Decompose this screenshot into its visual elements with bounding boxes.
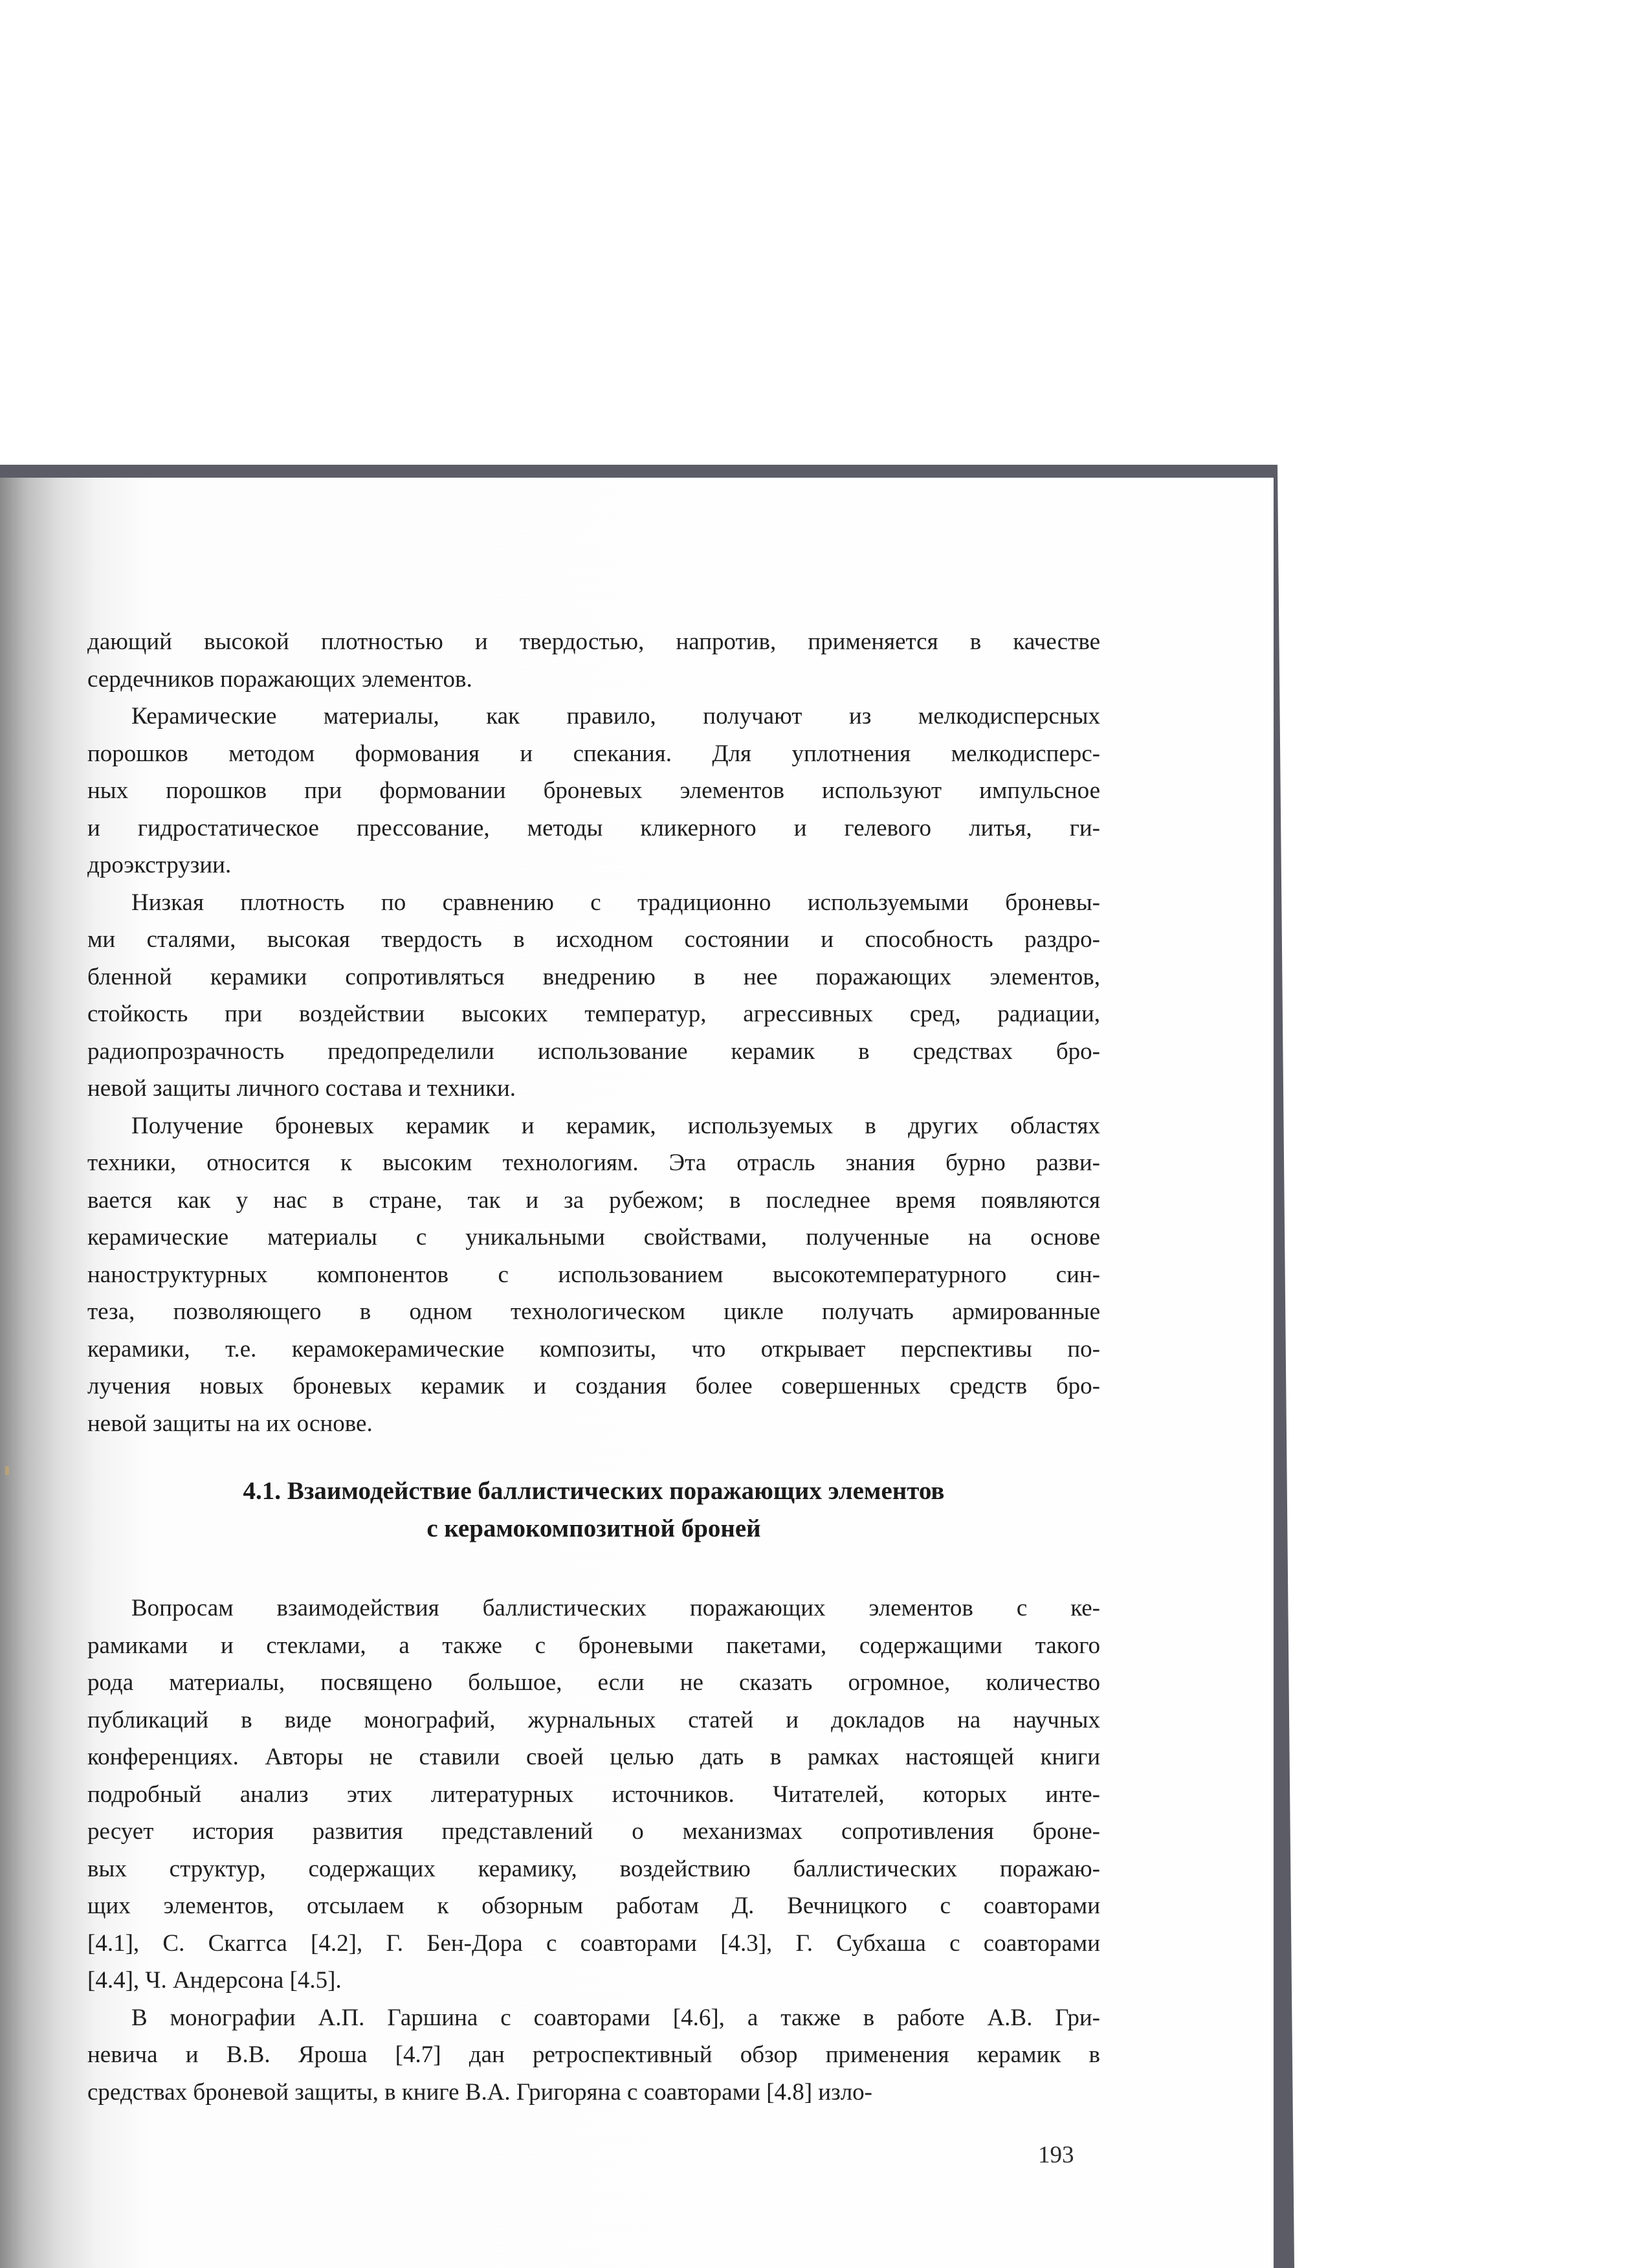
text-line: радиопрозрачность предопределили использование керамик в средствах бро- bbox=[87, 1038, 1100, 1065]
text-line: невой защиты на их основе. bbox=[87, 1410, 373, 1437]
text-line: вается как у нас в стране, так и за рубежом; в последнее время появляются bbox=[87, 1186, 1100, 1214]
text-line: конференциях. Авторы не ставили своей целью дать в рамках настоящей книги bbox=[87, 1744, 1100, 1770]
text-line: публикаций в виде монографий, журнальных статей и докладов на научных bbox=[87, 1706, 1100, 1733]
body-text-top bbox=[87, 623, 1100, 1442]
text-line: керамики, т.е. керамокерамические композиты, что открывает перспективы по- bbox=[87, 1335, 1100, 1362]
text-line: щих элементов, отсылаем к обзорным работам Д. Вечницкого с соавторами bbox=[87, 1893, 1100, 1919]
scan-artifact bbox=[5, 1466, 9, 1475]
text-line: невой защиты личного состава и техники. bbox=[87, 1075, 516, 1102]
text-line: наноструктурных компонентов с использованием высокотемпературного син- bbox=[87, 1261, 1100, 1288]
text-line: вых структур, содержащих керамику, воздействию баллистических поражаю- bbox=[87, 1855, 1100, 1882]
text-line: дроэкструзии. bbox=[87, 852, 232, 878]
text-line: Вопросам взаимодействия баллистических поражающих элементов с ке- bbox=[131, 1595, 1100, 1621]
text-line: В монографии А.П. Гаршина с соавторами [4.6], а также в работе А.В. Гри- bbox=[131, 2004, 1100, 2031]
text-line: керамические материалы с уникальными свойствами, полученные на основе bbox=[87, 1224, 1100, 1251]
text-line: подробный анализ этих литературных источников. Читателей, которых инте- bbox=[87, 1781, 1100, 1808]
text-line: бленной керамики сопротивляться внедрению в нее поражающих элементов, bbox=[87, 963, 1100, 990]
text-line: ресует история развития представлений о механизмах сопротивления броне- bbox=[87, 1818, 1100, 1845]
section-heading bbox=[87, 1473, 1100, 1548]
section-heading-line-2: с керамокомпозитной броней bbox=[426, 1515, 761, 1542]
book-page bbox=[0, 478, 1274, 2268]
text-line: Получение броневых керамик и керамик, используемых в других областях bbox=[131, 1112, 1100, 1139]
text-line: рода материалы, посвящено большое, если не сказать огромное, количество bbox=[87, 1669, 1100, 1696]
text-line: сердечников поражающих элементов. bbox=[87, 665, 472, 693]
text-line: и гидростатическое прессование, методы кликерного и гелевого литья, ги- bbox=[87, 814, 1100, 841]
text-line: невича и В.В. Яроша [4.7] дан ретроспективный обзор применения керамик в bbox=[87, 2041, 1100, 2068]
text-line: дающий высокой плотностью и твердостью, напротив, применяется в качестве bbox=[87, 628, 1100, 655]
text-line: ми сталями, высокая твердость в исходном состоянии и способность раздро- bbox=[87, 926, 1100, 953]
text-line: рамиками и стеклами, а также с броневыми пакетами, содержащими такого bbox=[87, 1632, 1100, 1659]
text-line: теза, позволяющего в одном технологическом цикле получать армированные bbox=[87, 1298, 1100, 1325]
text-line: Керамические материалы, как правило, получают из мелкодисперсных bbox=[131, 703, 1100, 729]
section-heading-line-1: 4.1. Взаимодействие баллистических поражающих элементов bbox=[243, 1477, 945, 1505]
text-line: техники, относится к высоким технологиям. Эта отрасль знания бурно разви- bbox=[87, 1150, 1100, 1176]
text-line: [4.1], С. Скаггса [4.2], Г. Бен-Дора с соавторами [4.3], Г. Субхаша с соавторами bbox=[87, 1929, 1100, 1957]
text-line: средствах броневой защиты, в книге В.А. Григоряна с соавторами [4.8] изло- bbox=[87, 2078, 872, 2106]
page-number: 193 bbox=[1038, 2142, 1074, 2168]
text-line: стойкость при воздействии высоких температур, агрессивных сред, радиации, bbox=[87, 1001, 1100, 1027]
text-line: ных порошков при формовании броневых элементов используют импульсное bbox=[87, 777, 1100, 804]
text-line: Низкая плотность по сравнению с традиционно используемыми броневы- bbox=[131, 889, 1100, 916]
text-line: [4.4], Ч. Андерсона [4.5]. bbox=[87, 1967, 342, 1994]
text-line: лучения новых броневых керамик и создания более совершенных средств бро- bbox=[87, 1373, 1100, 1399]
text-line: порошков методом формования и спекания. Для уплотнения мелкодисперс- bbox=[87, 740, 1100, 767]
body-text-bottom bbox=[87, 1590, 1100, 2111]
